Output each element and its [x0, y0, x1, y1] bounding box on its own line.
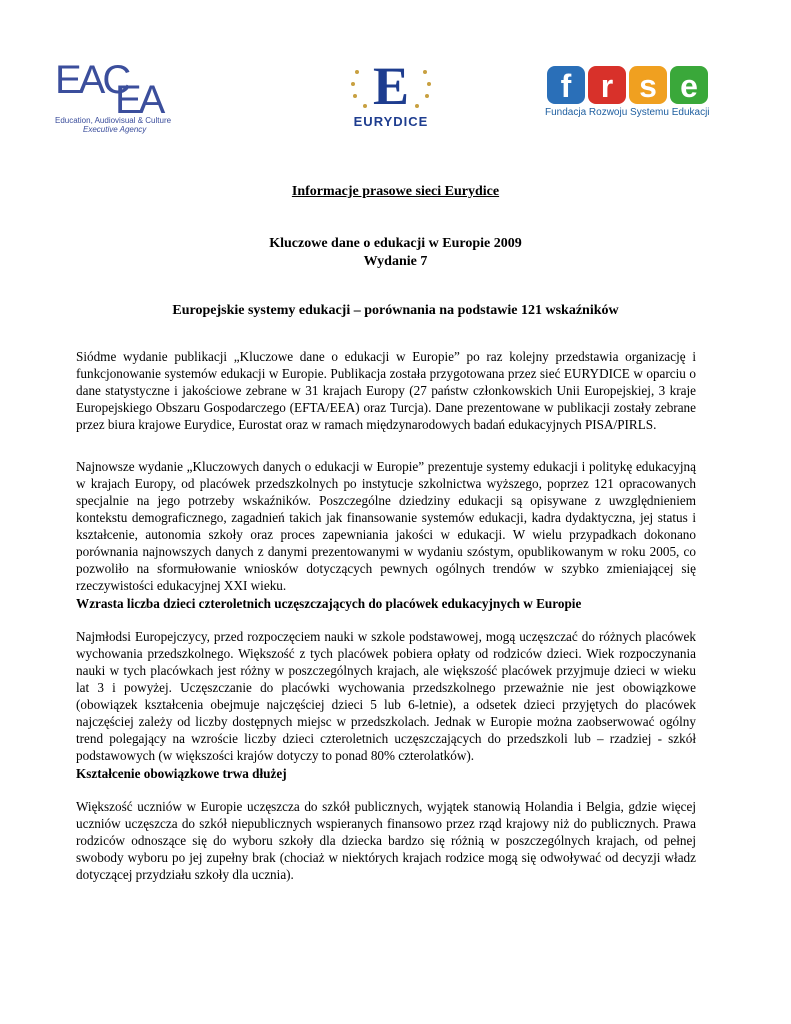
eacea-acronym-bottom: EA: [115, 78, 163, 122]
document-edition: Wydanie 7: [363, 254, 428, 269]
frse-caption: Fundacja Rozwoju Systemu Edukacji: [545, 107, 710, 118]
document-title: Informacje prasowe sieci Eurydice: [291, 184, 500, 199]
frse-letter-r: r: [600, 68, 614, 104]
paragraph-preschool: Najmłodsi Europejczycy, przed rozpoczęciem nauki w szkole podstawowej, mogą uczęszczać do różnych placówek wychowania przedszkolnego. Większość z tych placówek pobiera opłaty od rodziców dzieci. Wiek rozpoczynania nauki w tych placówkach jest różny w poszczególnych krajach, ale większość placówek przyjmuje dzieci w wieku lat 3 i powyżej. Uczęszczanie do placówki wychowania przedszkolnego przeważnie nie jest obowiązkowe (obowiązek kształcenia obejmuje najczęściej dzieci 5 lub 6-letnie), a odsetek dzieci przyjętych do placówek najczęściej zależy od liczby dostępnych miejsc w przedszkolach. Jednak w Europie można zaobserwować ogólny trend polegający na wzroście liczby dzieci czteroletnich uczęszczających do przedszkoli lub – rzadziej - szkół podstawowych (w większości krajów dotyczy to ponad 80% czterolatków).: [76, 629, 696, 763]
frse-letter-s: s: [639, 68, 657, 104]
paragraph-intro: Siódme wydanie publikacji „Kluczowe dane o edukacji w Europie” po raz kolejny przedstawia organizację i funkcjonowanie systemów edukacji w Europie. Publikacja została przygotowana przez sieć EURYDICE w oparciu o dane statystyczne i jakościowe zebrane w 31 krajach Europy (27 państw członkowskich Unii Europejskiej, 3 kraje Europejskiego Obszaru Gospodarczego (EFTA/EEA) oraz Turcja). Dane prezentowane w publikacji zostały zebrane przez biura krajowe Eurydice, Eurostat oraz w ramach międzynarodowych badań edukacyjnych PISA/PIRLS.: [76, 349, 696, 432]
eacea-line2: Executive Agency: [83, 125, 147, 134]
frse-letter-e: e: [680, 68, 698, 104]
eurydice-logo: [343, 58, 439, 130]
eurydice-letter: E: [372, 58, 410, 116]
eacea-logo: [55, 60, 215, 140]
eacea-acronym-top: EAC: [55, 58, 129, 102]
paragraph-school-choice: Większość uczniów w Europie uczęszcza do szkół publicznych, wyjątek stanowią Holandia i Belgia, gdzie więcej uczniów uczęszcza do szkół niepublicznych wspieranych finansowo przez rząd krajowy niż do publicznych. Prawa rodziców odnoszące się do wyboru szkoły dla dziecka bardzo się różnią w poszczególnych krajach, od pełnej swobody wyboru po jej zupełny brak (chociaż w niektórych krajach rodzice mogą się odwoływać od decyzji władz dotyczącej przydziału szkoły dla ucznia).: [76, 799, 696, 882]
section-title-preschool: Wzrasta liczba dzieci czteroletnich uczęszczających do placówek edukacyjnych w Europie: [76, 596, 582, 611]
eacea-line1: Education, Audiovisual & Culture: [55, 116, 172, 125]
section-title-compulsory: Kształcenie obowiązkowe trwa dłużej: [76, 766, 287, 781]
frse-letters-icon: [545, 64, 711, 106]
document-headline: Europejskie systemy edukacji – porównania na podstawie 121 wskaźników: [172, 303, 619, 318]
document-subtitle: Kluczowe dane o edukacji w Europie 2009: [269, 236, 522, 251]
eurydice-emblem-icon: [343, 58, 439, 116]
eurydice-wordmark: EURYDICE: [353, 114, 429, 129]
frse-logo: [545, 64, 715, 128]
paragraph-latest-edition: Najnowsze wydanie „Kluczowych danych o edukacji w Europie” prezentuje systemy edukacji i politykę edukacyjną w krajach Europy, od placówek przedszkolnych po instytucje szkolnictwa wyższego, poprzez 121 opracowanych specjalnie na jego potrzeby wskaźników. Poszczególne dziedziny edukacji są opisywane z uwzględnieniem kontekstu demograficznego, zagadnień takich jak finansowanie systemów edukacji, kadra dydaktyczna, jej status i kształcenie, autonomia szkoły oraz proces zapewniania jakości w edukacji. W wielu przypadkach dokonano porównania najnowszych danych z danymi prezentowanymi w wydaniu szóstym, opublikowanym w roku 2005, co pozwoliło na sformułowanie wniosków dotyczących pewnych ogólnych trendów w szybko zmieniającej się rzeczywistości edukacyjnej XXI wieku.: [76, 459, 696, 593]
frse-letter-f: f: [560, 68, 572, 104]
